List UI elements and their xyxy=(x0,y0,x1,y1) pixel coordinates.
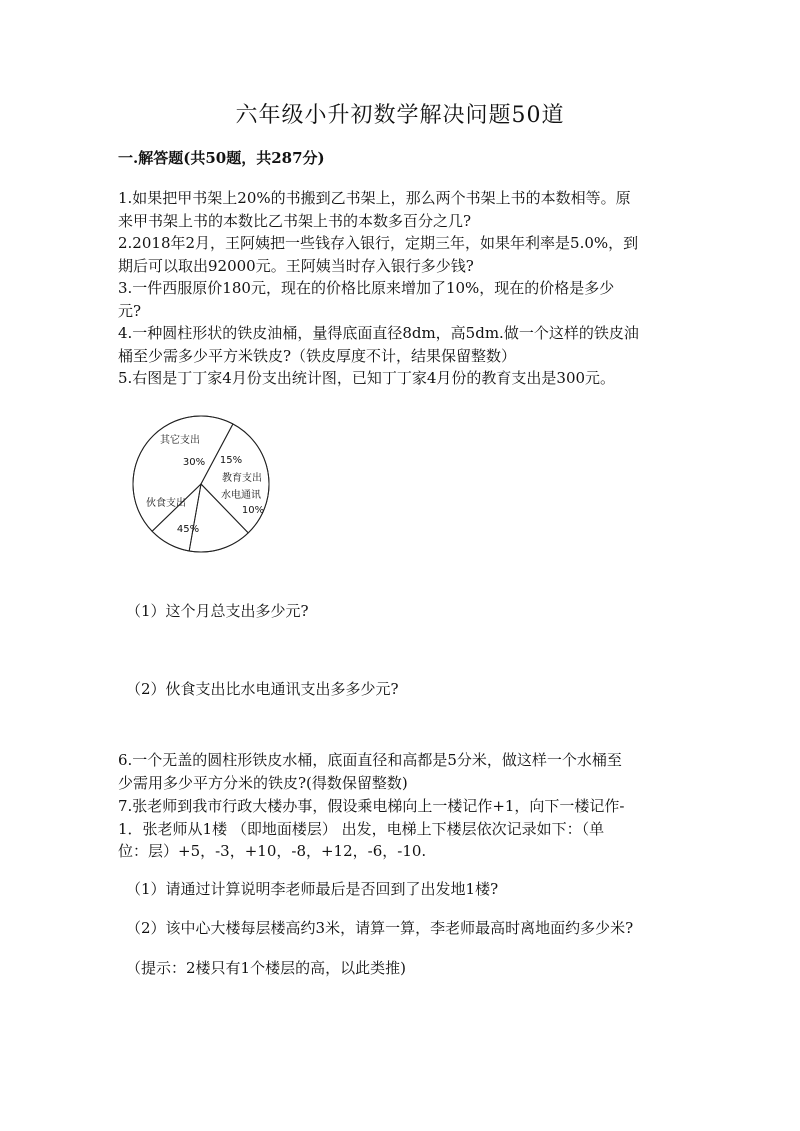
question-7-sub-2: （2）该中心大楼每层楼高约3米，请算一算，李老师最高时离地面约多少米? xyxy=(126,919,634,937)
pie-value-food: 45% xyxy=(176,524,200,535)
question-5-sub-2: （2）伙食支出比水电通讯支出多多少元? xyxy=(126,680,399,698)
question-line: 6.一个无盖的圆柱形铁皮水桶，底面直径和高都是5分米，做这样一个水桶至 xyxy=(118,751,622,769)
question-line: 7.张老师到我市行政大楼办事，假设乘电梯向上一楼记作+1，向下一楼记作- xyxy=(118,797,625,815)
question-line: 2.2018年2月，王阿姨把一些钱存入银行，定期三年，如果年利率是5.0%，到 xyxy=(118,234,639,252)
expense-pie-chart xyxy=(126,410,286,560)
pie-label-other: 其它支出 xyxy=(160,435,200,446)
question-5 xyxy=(118,367,688,390)
question-2 xyxy=(118,232,688,277)
question-7 xyxy=(118,795,688,863)
question-line: 1.如果把甲书架上20%的书搬到乙书架上，那么两个书架上书的本数相等。原 xyxy=(118,189,631,207)
question-line: 期后可以取出92000元。王阿姨当时存入银行多少钱? xyxy=(118,256,474,275)
pie-label-utilities: 水电通讯 xyxy=(221,490,261,501)
question-line: 3.一件西服原价180元，现在的价格比原来增加了10%，现在的价格是多少 xyxy=(118,279,615,297)
question-6 xyxy=(118,749,688,794)
pie-value-education: 15% xyxy=(219,455,243,466)
question-line: 元? xyxy=(118,301,142,320)
question-7-sub-1: （1）请通过计算说明李老师最后是否回到了出发地1楼? xyxy=(126,880,499,898)
question-line: 少需用多少平方分米的铁皮?(得数保留整数) xyxy=(118,773,408,792)
section-heading: 一.解答题(共50题，共287分) xyxy=(118,149,325,167)
question-7-hint: （提示：2楼只有1个楼层的高，以此类推) xyxy=(126,959,406,977)
pie-value-other: 30% xyxy=(182,457,206,468)
question-line: 来甲书架上书的本数比乙书架上书的本数多百分之几? xyxy=(118,211,472,230)
page-title: 六年级小升初数学解决问题50道 xyxy=(235,103,565,128)
question-line: 5.右图是丁丁家4月份支出统计图，已知丁丁家4月份的教育支出是300元。 xyxy=(118,369,616,387)
question-line: 4.一种圆柱形状的铁皮油桶，量得底面直径8dm，高5dm.做一个这样的铁皮油 xyxy=(118,324,639,342)
question-5-sub-1: （1）这个月总支出多少元? xyxy=(126,602,309,620)
pie-chart-svg xyxy=(126,410,286,560)
pie-label-education: 教育支出 xyxy=(222,473,262,484)
question-4 xyxy=(118,322,688,367)
question-line: 1．张老师从1楼 （即地面楼层） 出发，电梯上下楼层依次记录如下：（单 xyxy=(118,819,605,838)
question-1 xyxy=(118,187,688,232)
question-line: 位：层）+5，-3，+10，-8，+12，-6，-10. xyxy=(118,842,427,860)
question-line: 桶至少需多少平方米铁皮?（铁皮厚度不计，结果保留整数） xyxy=(118,346,517,365)
question-3 xyxy=(118,277,688,322)
pie-label-food: 伙食支出 xyxy=(146,498,186,509)
pie-value-utilities: 10% xyxy=(241,505,265,516)
